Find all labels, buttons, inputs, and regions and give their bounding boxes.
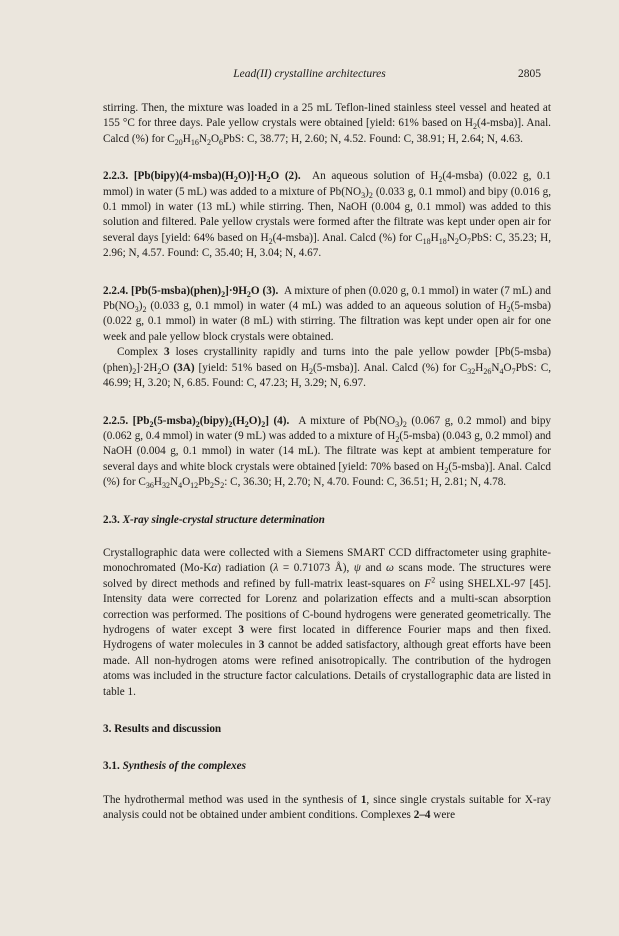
running-title: Lead(II) crystalline architectures <box>233 68 386 80</box>
section-heading-2-3: 2.3. X-ray single-crystal structure determination <box>103 513 325 526</box>
section-heading-3: 3. Results and discussion <box>103 723 222 735</box>
page-header <box>0 68 619 84</box>
section-heading-3-1: 3.1. Synthesis of the complexes <box>103 760 246 773</box>
section-2-2-4: 2.2.4. $[Pb(5-msba)(phen)_2]\cdot 9H_2O$ (3). A mixture of phen (0.020 g, 0.1 mmol) in water (7 mL) and $Pb(NO_3)_2$ (0.033 g, 0.1 mmol) in water (4 mL) was added to an aqueous solution of $H_2(5-msba)$ (0.022 g, 0.1 mmol) in water (8 mL) with stirring. The filtration was kept under open air for one week and pale yellow block crystals were obtained. <box>103 284 552 343</box>
section-heading-2-2-5: 2.2.5. $[Pb_2(5-msba)_2(bipy)_2(H_2O)_2]$ (4). <box>103 414 290 429</box>
paragraph-intro: stirring. Then, the mixture was loaded in a 25 mL Teflon-lined stainless steel vessel and heated at 155 °C for three days. Pale yellow crystals were obtained [yield: 61% based on $H_2(4-msba)$]. Anal. Calcd (%) for $C_{20}H_{16}N_2O_6PbS$: C, 38.77; H, 2.60; N, 4.52. Found: C, 38.91; H, 2.64; N, 4.63. <box>103 102 551 148</box>
body-text <box>103 101 551 824</box>
section-heading-2-2-3: 2.2.3. $[Pb(bipy)(4-msba)(H_2O)]\cdot H_2O$ (2). <box>103 170 301 185</box>
section-heading-2-2-4: 2.2.4. $[Pb(5-msba)(phen)_2]\cdot 9H_2O$ (3). <box>103 284 279 299</box>
section-2-3-paragraph: Crystallographic data were collected with a Siemens SMART CCD diffractometer using graphite-monochromated (Mo-Kα) radiation (λ = 0.71073 Å), ψ and ω scans mode. The structures were solved by direct methods and refined by full-matrix least-squares on $F^2$ using SHELXL-97 [45]. Intensity data were corrected for Lorenz and polarization effects and a multi-scan absorption correction was performed. The positions of C-bound hydrogens were generated geometrically. The hydrogens of water except 3 were first located in difference Fourier maps and then fixed. Hydrogens of water molecules in 3 cannot be added satisfactory, although great efforts have been made. All non-hydrogen atoms were refined anisotropically. The contribution of the hydrogen atoms was included in the structure factor calculations. Details of crystallographic data are listed in table 1. <box>103 546 552 698</box>
section-3-1-paragraph: The hydrothermal method was used in the synthesis of 1, since single crystals suitable for X-ray analysis could not be obtained under ambient conditions. Complexes 2–4 were <box>103 793 551 822</box>
section-2-2-5: 2.2.5. $[Pb_2(5-msba)_2(bipy)_2(H_2O)_2]$ (4). A mixture of $Pb(NO_3)_2$ (0.067 g, 0.2 mmol) and bipy (0.062 g, 0.4 mmol) in water (9 mL) was added to a mixture of $H_2(5-msba)$ (0.043 g, 0.2 mmol) and NaOH (0.004 g, 0.1 mmol) in water (14 mL). The filtrate was kept at ambient temperature for several days and white block crystals were obtained [yield: 70% based on $H_2(5-msba)$]. Anal. Calcd (%) for $C_{36}H_{32}N_4O_{12}Pb_2S_2$: C, 36.30; H, 2.70; N, 4.70. Found: C, 36.51; H, 2.81; N, 4.78. <box>103 414 552 491</box>
section-2-2-4-paragraph-2: Complex 3 loses crystallinity rapidly and turns into the pale yellow powder [Pb(5-msba) $(phen)_2]\cdot 2H_2O$ (3A) [yield: 51% based on $H_2(5-msba)$]. Anal. Calcd (%) for $C_{32}H_{26}N_4O_7PbS$: C, 46.99; H, 3.20; N, 6.85. Found: C, 47.23; H, 3.29; N, 6.97. <box>103 346 551 390</box>
page-number: 2805 <box>518 68 541 80</box>
section-2-2-3: 2.2.3. $[Pb(bipy)(4-msba)(H_2O)]\cdot H_2O$ (2). An aqueous solution of $H_2(4-msba)$ (0.022 g, 0.1 mmol) in water (5 mL) was added to a mixture of $Pb(NO_3)_2$ (0.033 g, 0.1 mmol) and bipy (0.016 g, 0.1 mmol) in water (13 mL) while stirring. Then, NaOH (0.004 g, 0.1 mmol) was added to this solution and filtered. Pale yellow crystals were formed after the filtrate was kept under open air for several days [yield: 64% based on $H_2(4-msba)$]. Anal. Calcd (%) for $C_{18}H_{18}N_2O_7PbS$: C, 35.23; H, 2.96; N, 4.57. Found: C, 35.40; H, 3.04; N, 4.67. <box>103 170 552 260</box>
